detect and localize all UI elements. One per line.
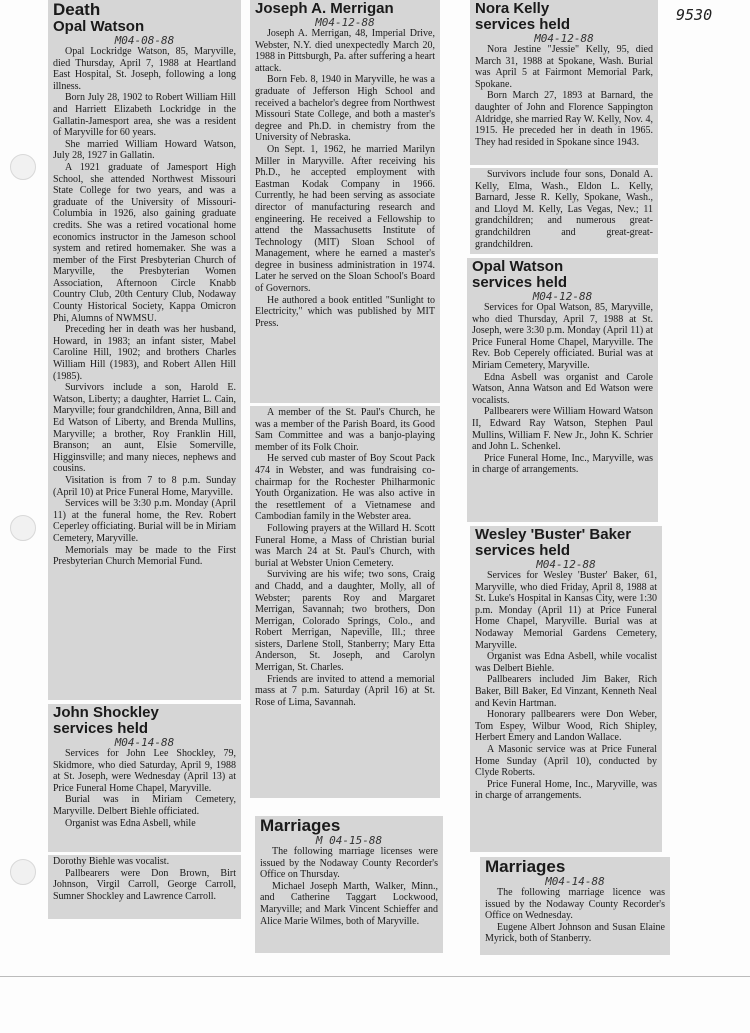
paragraph: Born Feb. 8, 1940 in Maryville, he was a graduate of Jefferson High School and received a bachelor's degree from Northwest Missouri State College, and both a master's degree and Ph.D. in chemistry from the University of Nebraska. (255, 74, 435, 144)
paragraph: A Masonic service was at Price Funeral Home Sunday (April 10), conducted by Clyde Roberts. (475, 743, 657, 779)
paragraph: Preceding her in death was her husband, Howard, in 1983; an infant sister, Mabel Caroline Hill, 1902; and brothers Charles William Hill (1983), and Robert Allen Hill (1985). (53, 324, 236, 382)
paragraph: Survivors include four sons, Donald A. Kelly, Elma, Wash., Eldon L. Kelly, Barnard, Jesse R. Kelly, Spokane, Wash., and Lloyd M. Kelly, Las Vegas, Nev.; 11 grandchildren; and numerous great-grandchildren and great-great-grandchildren. (475, 169, 653, 250)
paragraph: Pallbearers were Don Brown, Birt Johnson, Virgil Carroll, George Carroll, Sumner Shockley and Lawrence Carroll. (53, 867, 236, 902)
clipping-opal-watson-obituary (48, 0, 241, 700)
paragraph: Honorary pallbearers were Don Weber, Tom Espey, Wilbur Wood, Rich Shipley, Herbert Emery and Landon Wallace. (475, 709, 657, 744)
scan-edge-line (0, 976, 750, 977)
paragraph: Organist was Edna Asbell, while (65, 817, 196, 829)
paragraph: Organist was Edna Asbell, while vocalist was Delbert Biehle. (475, 651, 657, 674)
paragraph: The following marriage licenses were issued by the Nodaway County Recorder's Office on Thursday. (260, 846, 438, 881)
clipping-marriages-april-14 (480, 857, 670, 955)
notice-title-line1: John Shockley (53, 704, 159, 721)
paragraph: Price Funeral Home, Inc., Maryville, was in charge of arrangements. (475, 778, 657, 802)
paragraph: He authored a book entitled "Sunlight to Electricity," which was published by MIT Press. (255, 294, 435, 329)
paragraph: Born July 28, 1902 to Robert William Hill and Harriett Elizabeth Lockridge in the Gallatin-Jamesport area, she was a resident of Maryville for 60 years. (53, 92, 236, 139)
paragraph: Following prayers at the Willard H. Scott Funeral Home, a Mass of Christian burial was March 24 at St. Paul's Church, with burial at Webster Union Cemetery. (255, 522, 435, 569)
paragraph: Eugene Albert Johnson and Susan Elaine Myrick, both of Stanberry. (485, 921, 665, 945)
paragraph: Born March 27, 1893 at Barnard, the daughter of John and Florence Sappington Aldridge, she married Ray W. Kelly, Nov. 4, 1915. He preceded her in death in 1965. They had resided in Spokane since 1943. (475, 90, 653, 148)
notice-title: Marriages (485, 857, 566, 876)
notice-title-line2: services held (475, 16, 571, 33)
paragraph: Memorials may be made to the First Presbyterian Church Memorial Fund. (53, 544, 236, 568)
clipping-john-shockley (48, 704, 241, 852)
obituary-title: Joseph A. Merrigan (255, 0, 394, 17)
notice-title-line1: Wesley 'Buster' Baker (475, 526, 632, 543)
paragraph: A member of the St. Paul's Church, he was a member of the Parish Board, its Good Sam Committee and was a banjo-playing member of its Folk Choir. (255, 407, 435, 453)
paragraph: A 1921 graduate of Jamesport High School, she attended Northwest Missouri State College for two years, and was a graduate of the University of Missouri-Columbia in 1926, also gaining graduate credits. She was a retired vocational home economics instructor in the Jameson school system and retired homemaker. She was a member of the First Presbyterian Church of Maryville, the Presbyterian Women Association, Afternoon Circle Knabb Country Club, 20th Century Club, Nodaway County Historical Society, Kappa Omicron Phi, Alumns of NWMSU. (53, 161, 236, 324)
punch-hole-top (10, 154, 36, 180)
handwritten-date: M04-12-88 (534, 32, 594, 45)
handwritten-date: M04-12-88 (532, 290, 593, 303)
clipping-wesley-baker (470, 526, 662, 852)
punch-hole-bottom (10, 859, 36, 885)
handwritten-date: M04-14-88 (114, 736, 175, 749)
clipping-nora-kelly-continued (470, 168, 658, 254)
paragraph: Pallbearers were William Howard Watson II, Edward Ray Watson, Stephen Paul Mullins, William F. New Jr., John K. Schrier and John L. Schenkel. (472, 406, 653, 453)
paragraph: Price Funeral Home, Inc., Maryville, was in charge of arrangements. (472, 452, 653, 476)
paragraph: Dorothy Biehle was vocalist. (53, 856, 170, 867)
paragraph: Services for Opal Watson, 85, Maryville, who died Thursday, April 7, 1988 at St. Joseph, were 3:30 p.m. Monday (April 11) at Price Funeral Home Chapel, Maryville. The Rev. Bob Ceperely officiated. Burial was at Miriam Cemetery, Maryville. (472, 302, 653, 371)
paragraph: Joseph A. Merrigan, 48, Imperial Drive, Webster, N.Y. died unexpectedly March 20, 1988 in Pittsburgh, Pa. after suffering a heart attack. (255, 28, 435, 74)
handwritten-date: M04-12-88 (536, 558, 596, 571)
handwritten-date: M04-08-88 (114, 34, 175, 47)
obituary-body (53, 46, 236, 568)
clipping-joseph-merrigan (250, 0, 440, 403)
paragraph: Pallbearers included Jim Baker, Rich Baker, Bill Baker, Ed Vinzant, Kenneth Neal and Kevin Hartman. (475, 674, 657, 709)
clipping-opal-watson-services (467, 258, 658, 522)
paragraph: Friends are invited to attend a memorial mass at 7 p.m. Saturday (April 16) at St. Rose of Lima, Savannah. (255, 673, 435, 708)
paragraph: The following marriage licence was issued by the Nodaway County Recorder's Office on Wednesday. (485, 887, 665, 922)
handwritten-date: M04-14-88 (545, 875, 605, 888)
clipping-marriages-april-15 (255, 816, 443, 953)
section-title: Death (53, 0, 101, 19)
paragraph: He served cub master of Boy Scout Pack 474 in Webster, and was fundraising co-chairmap for the Rochester Philharmonic Youth Organization. He was also active in the resettlement of a Vietnamese and Cambodian family in the Webster area. (255, 453, 435, 523)
paragraph: Surviving are his wife; two sons, Craig and Chadd, and a daughter, Molly, all of Webster; parents Roy and Margaret Merrigan, Savannah; two brothers, Don Merrigan, Colorado Springs, Colo., and Robert Merrigan, Napeville, Ill.; three sisters, Darlene Stoll, Stanberry; Mary Etta Anderson, St. Joseph, and Carolyn Merrigan, St. Charles. (255, 569, 435, 674)
notice-title-line2: services held (475, 542, 571, 559)
notice-title-line2: services held (472, 274, 568, 291)
notice-title: Marriages (260, 816, 341, 835)
obituary-title: Opal Watson (53, 18, 145, 35)
paragraph: Opal Lockridge Watson, 85, Maryville, died Thursday, April 7, 1988 at Heartland East Hospital, St. Joseph, following a long illness. (53, 46, 236, 92)
handwritten-date: M 04-15-88 (315, 834, 383, 847)
notice-title-line1: Nora Kelly (475, 0, 550, 17)
notice-title-line2: services held (53, 720, 149, 737)
clipping-nora-kelly (470, 0, 658, 165)
paragraph: Services for John Lee Shockley, 79, Skidmore, who died Saturday, April 9, 1988 at St. Joseph, were Wednesday (April 13) at Price Funeral Home Chapel, Maryville. (53, 748, 236, 794)
paragraph: Survivors include a son, Harold E. Watson, Liberty; a daughter, Harriet L. Cain, Maryville; four grandchildren, Anna, Bill and Ed Watson of Liberty, and Brenda Mullins, Maryville; a brother, Roy Franklin Hill, Branson; an aunt, Elsie Somerville, Higginsville; and many nieces, nephews and cousins. (53, 382, 236, 475)
handwritten-date: M04-12-88 (315, 16, 375, 29)
clipping-john-shockley-continued (48, 855, 241, 919)
punch-hole-middle (10, 515, 36, 541)
paragraph: Visitation is from 7 to 8 p.m. Sunday (April 10) at Price Funeral Home, Maryville. (53, 474, 236, 498)
paragraph: Burial was in Miriam Cemetery, Maryville. Delbert Biehle officiated. (53, 794, 236, 817)
paragraph: Nora Jestine "Jessie" Kelly, 95, died March 31, 1988 at Spokane, Wash. Burial was April 5 at Fairmont Memorial Park, Spokane. (475, 44, 653, 90)
page-number: 9530 (676, 6, 713, 24)
paragraph: Services for Wesley 'Buster' Baker, 61, Maryville, who died Friday, April 8, 1988 at St. Luke's Hospital in Kansas City, were 1:30 p.m. Monday (April 11) at Price Funeral Home Chapel, Maryville. Burial was at Nodaway Memorial Gardens Cemetery, Maryville. (475, 570, 657, 651)
clipping-joseph-merrigan-continued (250, 406, 440, 798)
paragraph: Edna Asbell was organist and Carole Watson, Anna Watson and Ed Watson were vocalists. (472, 371, 653, 406)
paragraph: Services will be 3:30 p.m. Monday (April 11) at the funeral home, the Rev. Robert Ceperley officiating. Burial will be in Miriam Cemetery, Maryville. (53, 498, 236, 544)
paragraph: She married William Howard Watson, July 28, 1927 in Gallatin. (53, 138, 236, 162)
paragraph: On Sept. 1, 1962, he married Marilyn Miller in Maryville. After receiving his Ph.D., he accepted employment with Eastman Kodak Company in 1966. Currently, he had been serving as associate director of manufacturing research and engineering. He received a Fellowship to attend the Massachusetts Institute of Technology (MIT) Sloan School of Management, where he earned a master's degree in business administration in 1974. Later he served on the Sloan School's Board of Governors. (255, 143, 435, 295)
notice-title-line1: Opal Watson (472, 258, 564, 275)
paragraph: Michael Joseph Marth, Walker, Minn., and Catherine Taggart Lockwood, Maryville; and Mark Vincent Schieffer and Alice Marie Wilmes, both of Maryville. (260, 880, 438, 927)
